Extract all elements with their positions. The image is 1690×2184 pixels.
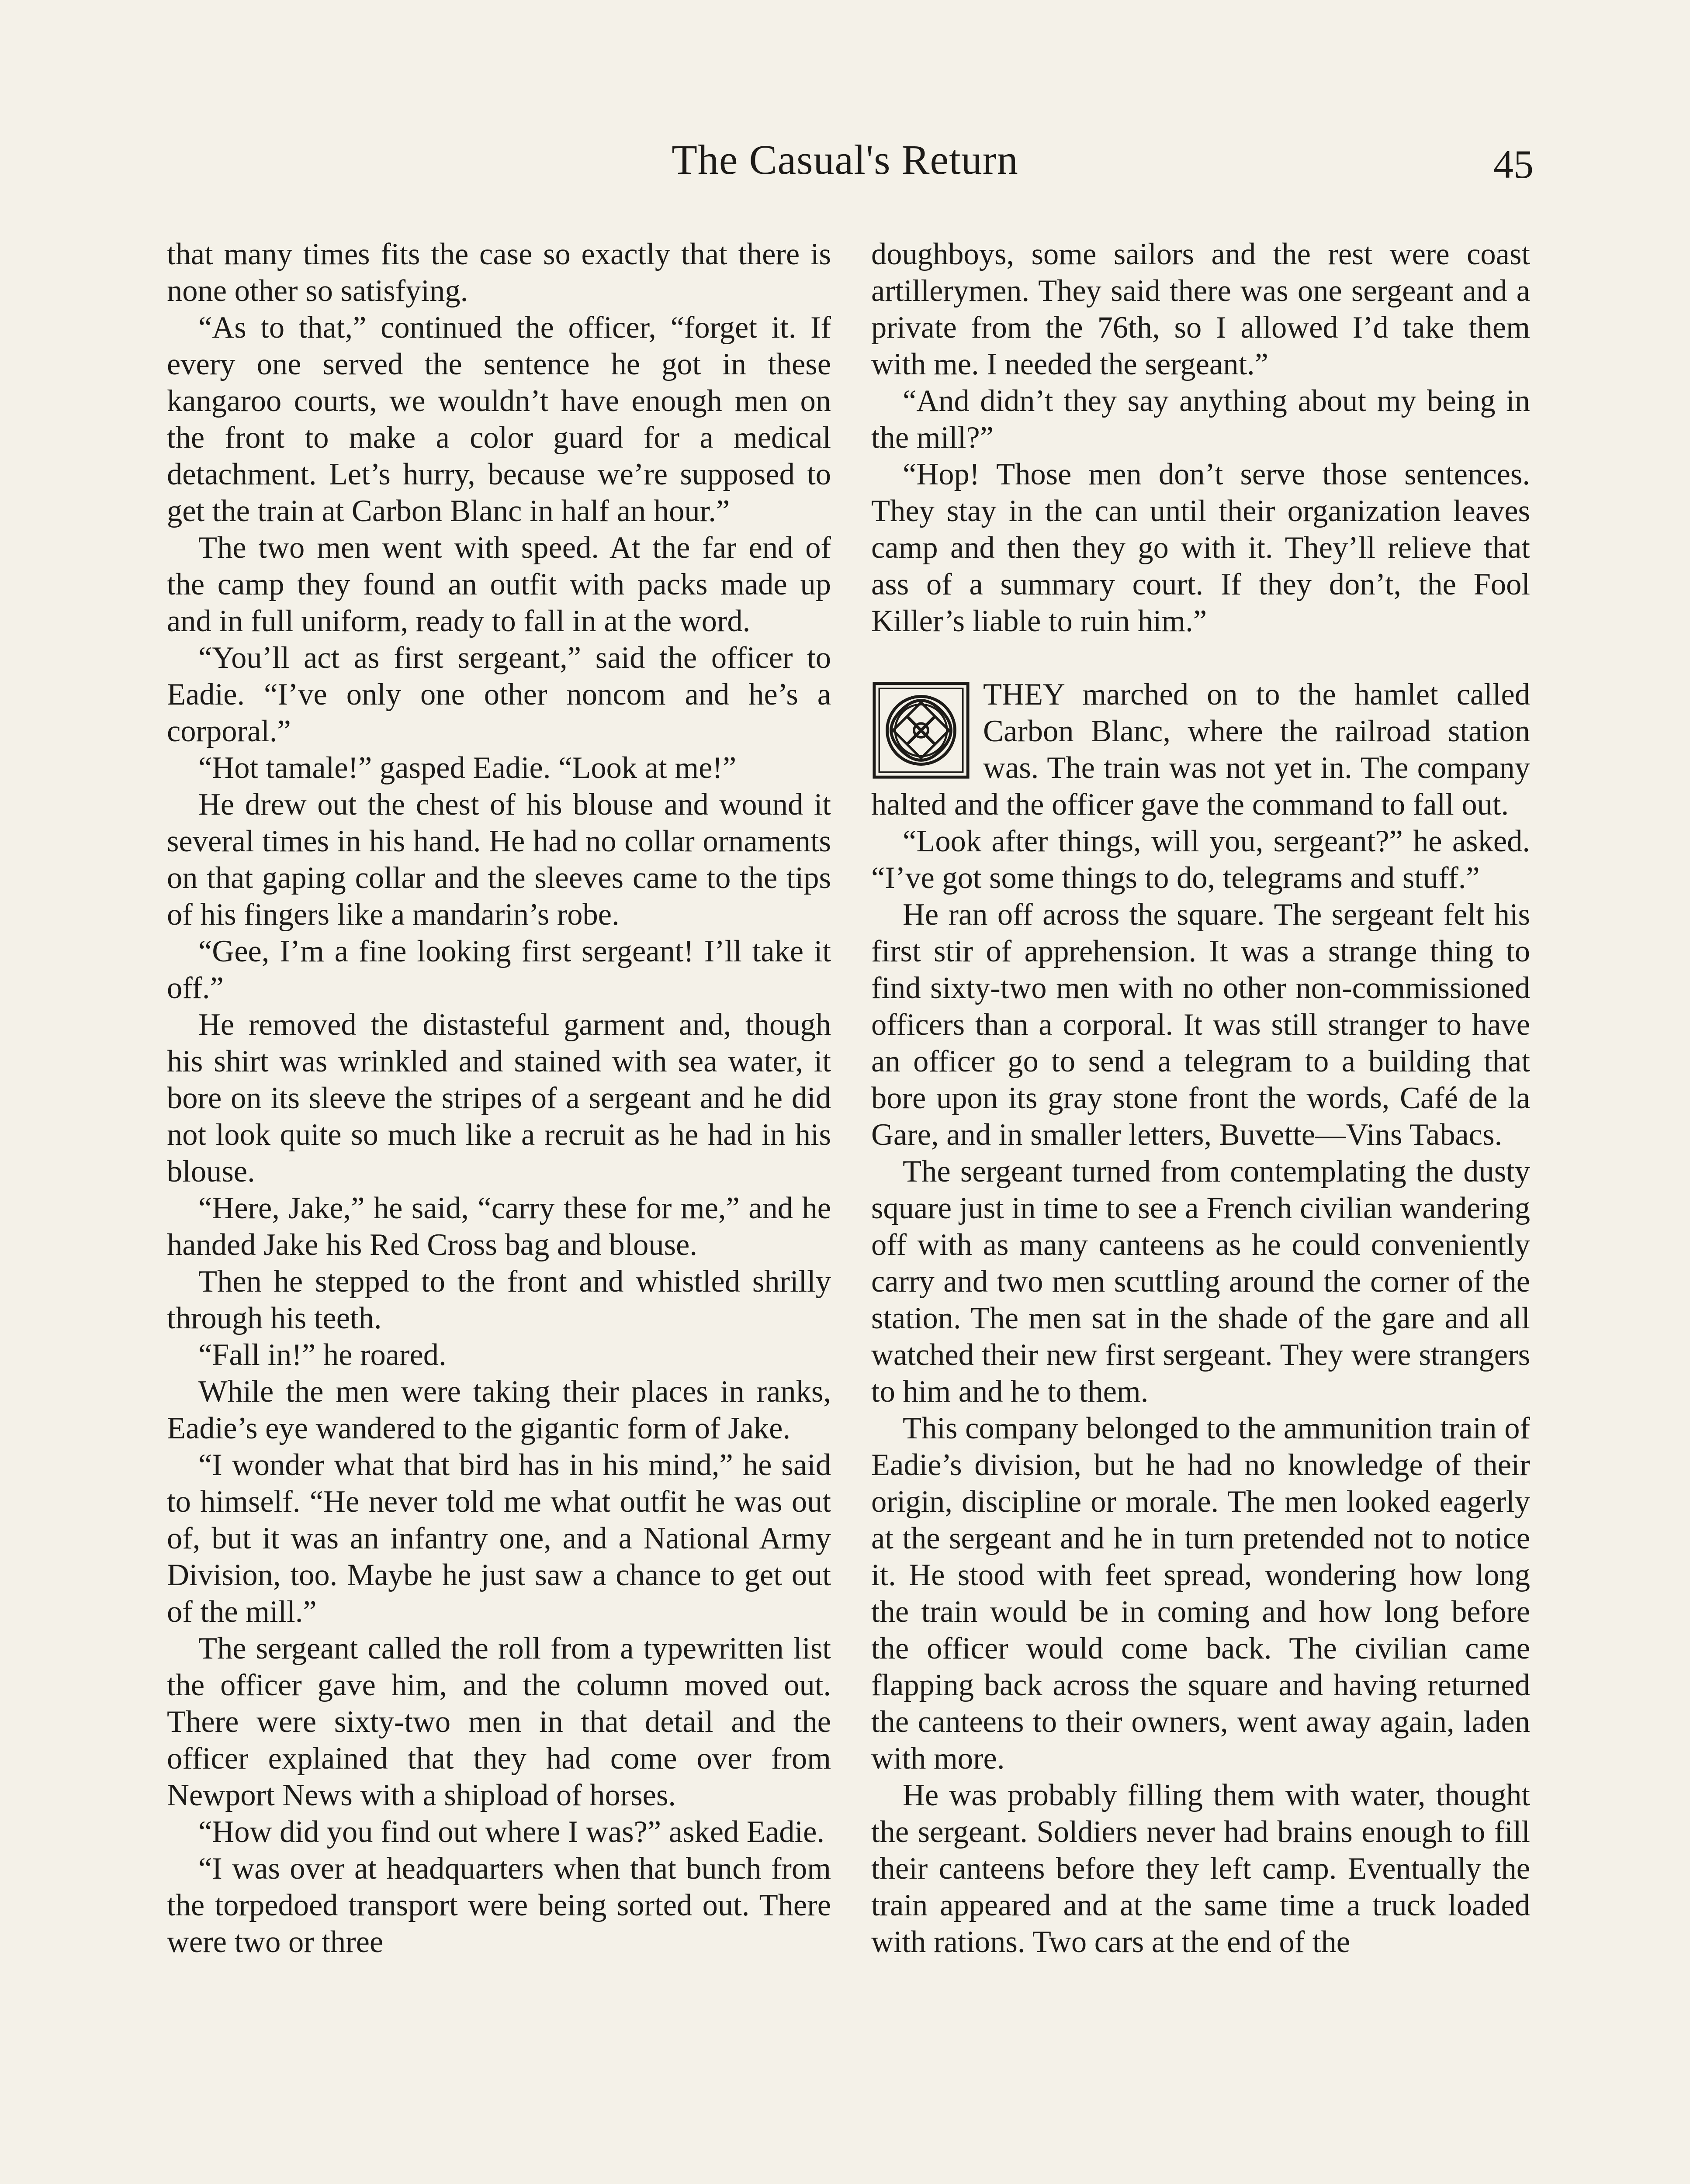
paragraph: While the men were taking their places in ranks, Eadie’s eye wandered to the gigantic form of Jake. <box>167 1375 831 1445</box>
paragraph: “I was over at headquarters when that bunch from the torpedoed transport were being sorted out. There were two or three <box>167 1852 831 1959</box>
paragraph: He was probably filling them with water, thought the sergeant. Soldiers never had brains enough to fill their canteens before they left camp. Eventually the train appeared and at the same time a truck loaded with rations. Two cars at the end of the <box>871 1778 1530 1959</box>
paragraph: “Look after things, will you, sergeant?” he asked. “I’ve got some things to do, telegrams and stuff.” <box>871 824 1530 895</box>
paragraph: doughboys, some sailors and the rest were coast artillerymen. They said there was one sergeant and a private from the 76th, so I allowed I’d take them with me. I needed the sergeant.” <box>871 237 1530 381</box>
paragraph: “Hop! Those men don’t serve those sentences. They stay in the can until their organization leaves camp and then they go with it. They’ll relieve that ass of a summary court. If they don’t, the Fool Killer’s liable to ruin him.” <box>871 457 1530 638</box>
section-opening <box>871 676 1530 823</box>
paragraph: “Here, Jake,” he said, “carry these for me,” and he handed Jake his Red Cross bag and blouse. <box>167 1191 831 1262</box>
paragraph: The two men went with speed. At the far end of the camp they found an outfit with packs made up and in full uniform, ready to fall in at the word. <box>167 531 831 638</box>
paragraph: that many times fits the case so exactly that there is none other so satisfying. <box>167 237 831 308</box>
section-break <box>871 639 1530 676</box>
paragraph: The sergeant turned from contemplating the dusty square just in time to see a French civilian wandering off with as many canteens as he could conveniently carry and two men scuttling around the corner of the station. The men sat in the shade of the gare and all watched their new first sergeant. They were strangers to him and he to them. <box>871 1154 1530 1409</box>
celtic-knot-ornament-icon <box>871 681 971 780</box>
page-number: 45 <box>1493 142 1534 187</box>
paragraph: “And didn’t they say anything about my being in the mill?” <box>871 384 1530 455</box>
paragraph: He drew out the chest of his blouse and wound it several times in his hand. He had no collar ornaments on that gaping collar and the sleeves came to the tips of his fingers like a mandarin’s robe. <box>167 788 831 932</box>
paragraph: “Gee, I’m a fine looking first sergeant! I’ll take it off.” <box>167 934 831 1005</box>
left-text-column <box>167 236 831 1960</box>
right-text-column <box>871 236 1530 1960</box>
section-opening-paragraph: THEY marched on to the hamlet called Carbon Blanc, where the railroad station was. The train was not yet in. The company halted and the officer gave the command to fall out. <box>871 677 1530 822</box>
paragraph: The sergeant called the roll from a typewritten list the officer gave him, and the column moved out. There were sixty-two men in that detail and the officer explained that they had come over from Newport News with a shipload of horses. <box>167 1631 831 1812</box>
paragraph: “Hot tamale!” gasped Eadie. “Look at me!” <box>198 751 737 785</box>
paragraph: Then he stepped to the front and whistled shrilly through his teeth. <box>167 1265 831 1335</box>
paragraph: “You’ll act as first sergeant,” said the officer to Eadie. “I’ve only one other noncom and he’s a corporal.” <box>167 641 831 748</box>
paragraph: “How did you find out where I was?” asked Eadie. <box>198 1815 825 1849</box>
paragraph: He removed the distasteful garment and, though his shirt was wrinkled and stained with sea water, it bore on its sleeve the stripes of a sergeant and he did not look quite so much like a recruit as he had in his blouse. <box>167 1008 831 1189</box>
paragraph: This company belonged to the ammunition train of Eadie’s division, but he had no knowledge of their origin, discipline or morale. The men looked eagerly at the sergeant and he in turn pretended not to notice it. He stood with feet spread, wondering how long the train would be in coming and how long before the officer would come back. The civilian came flapping back across the square and having returned the canteens to their owners, went away again, laden with more. <box>871 1411 1530 1776</box>
paragraph: “As to that,” continued the officer, “forget it. If every one served the sentence he got in these kangaroo courts, we wouldn’t have enough men on the front to make a color guard for a medical detachment. Let’s hurry, because we’re supposed to get the train at Carbon Blanc in half an hour.” <box>167 311 831 528</box>
paragraph: “I wonder what that bird has in his mind,” he said to himself. “He never told me what outfit he was out of, but it was an infantry one, and a National Army Division, too. Maybe he just saw a chance to get out of the mill.” <box>167 1448 831 1629</box>
paragraph: “Fall in!” he roared. <box>198 1338 447 1372</box>
running-title: The Casual's Return <box>672 136 1018 183</box>
paragraph: He ran off across the square. The sergeant felt his first stir of apprehension. It was a strange thing to find sixty-two men with no other non-commissioned officers than a corporal. It was still stranger to have an officer go to send a telegram to a building that bore upon its gray stone front the words, Café de la Gare, and in smaller letters, Buvette—Vins Tabacs. <box>871 898 1530 1152</box>
